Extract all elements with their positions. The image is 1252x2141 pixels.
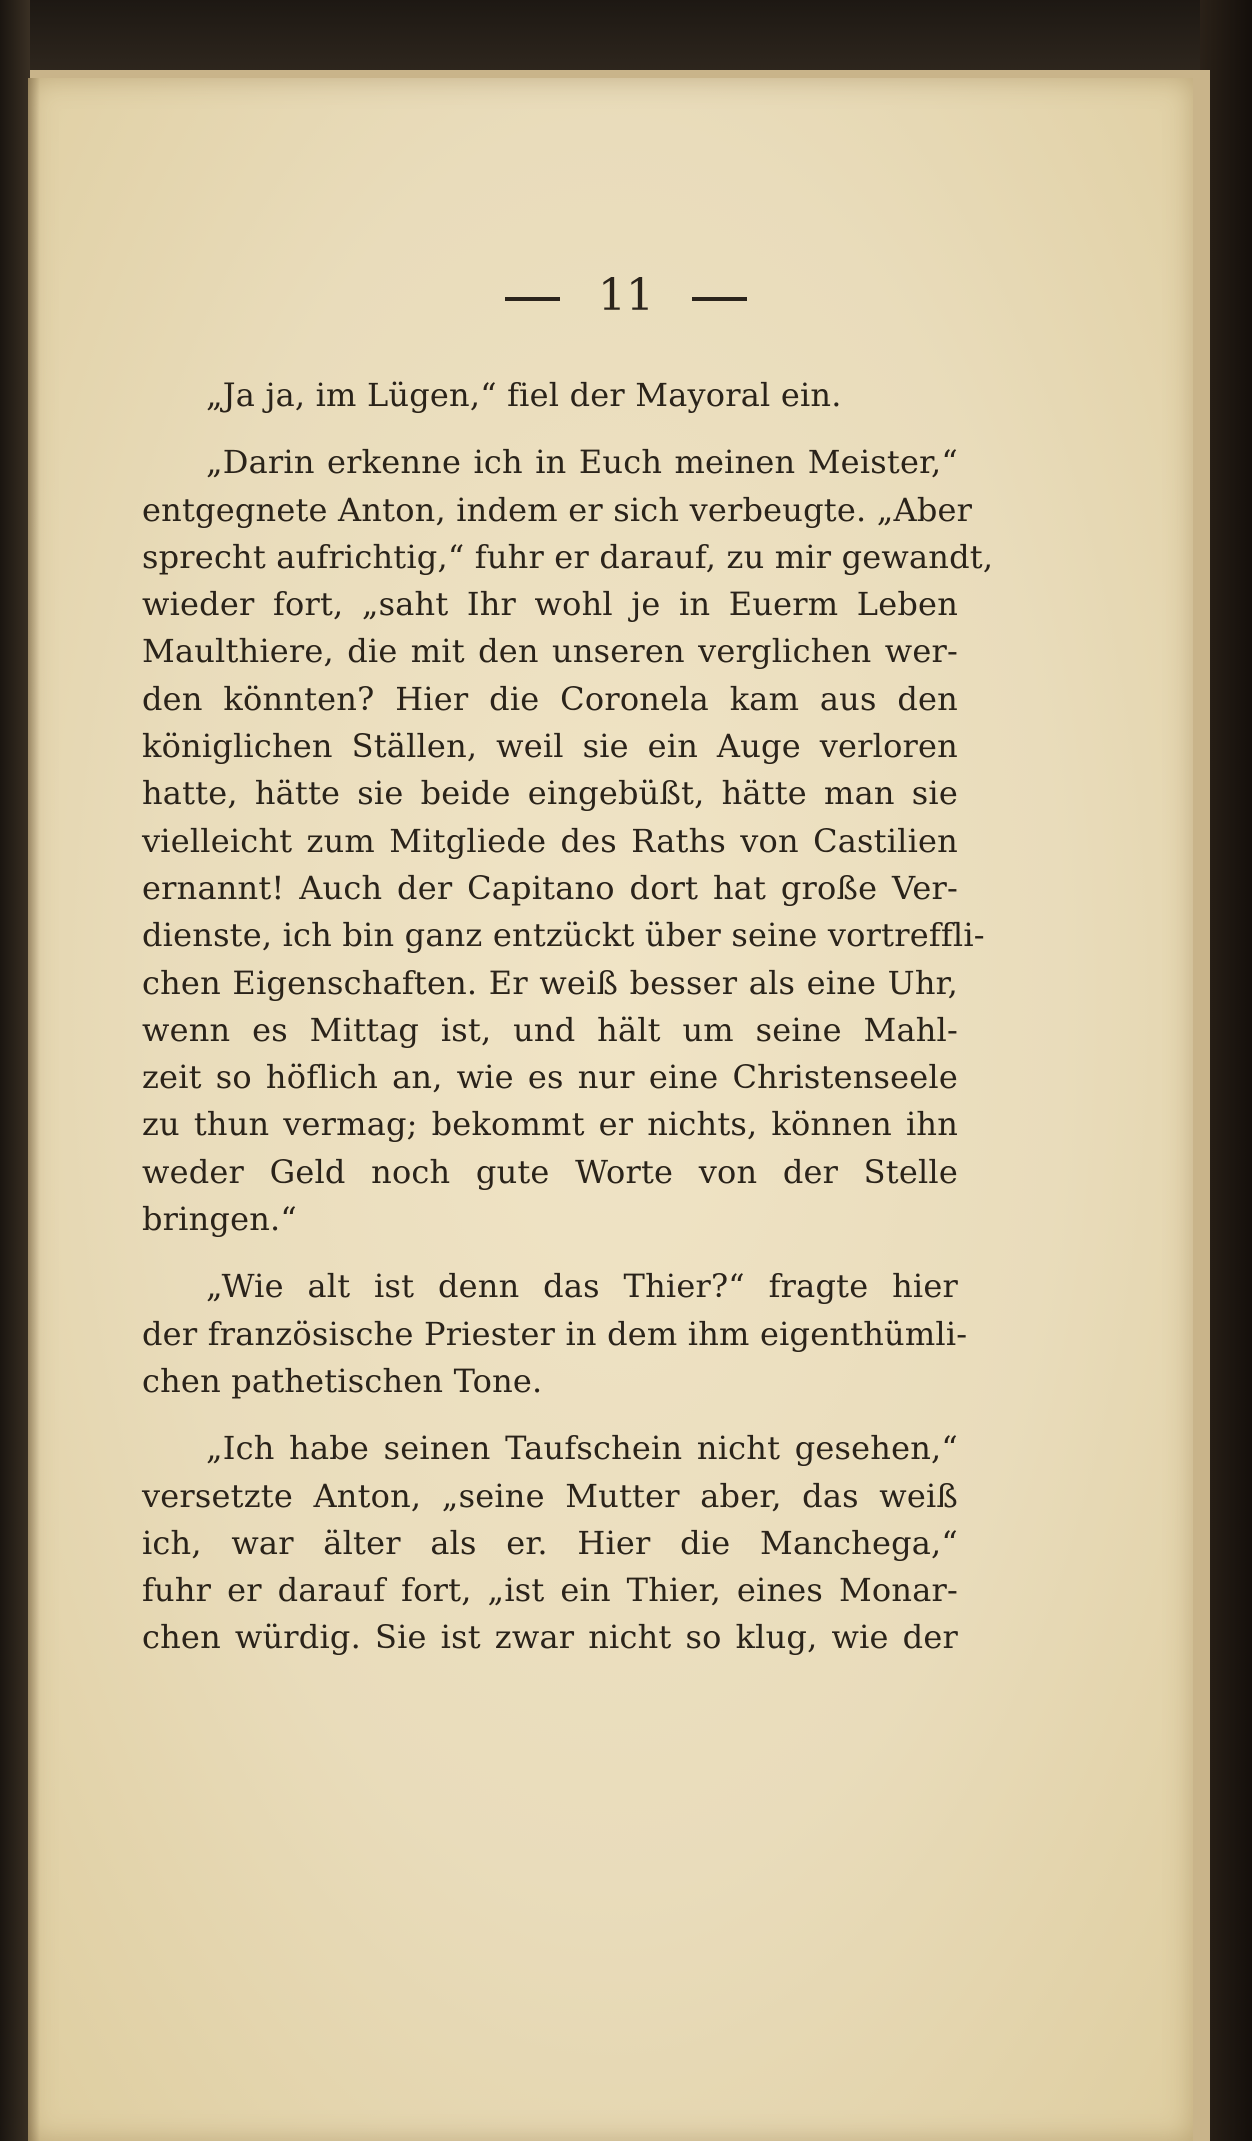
text-line: wieder fort, „saht Ihr wohl je in Euerm Leben — [142, 585, 958, 624]
page-number: 11 — [598, 270, 654, 321]
header-dash-left — [505, 297, 560, 301]
text-line: ernannt! Auch der Capitano dort hat große Ver- — [142, 868, 958, 907]
book-cover-top — [0, 0, 1252, 78]
text-line: chen Eigenschaften. Er weiß besser als eine Uhr, — [142, 963, 958, 1002]
text-line: bringen.“ — [142, 1200, 297, 1239]
paragraph-1 — [142, 372, 958, 419]
text-line: hatte, hätte sie beide eingebüßt, hätte man sie — [142, 774, 958, 813]
text-line: vielleicht zum Mitgliede des Raths von Castilien — [142, 821, 958, 860]
text-line: sprecht aufrichtig,“ fuhr er darauf, zu mir gewandt, — [142, 537, 994, 576]
text-line: chen pathetischen Tone. — [142, 1361, 543, 1400]
page-gutter-shadow — [28, 78, 40, 2141]
paragraph-2 — [142, 439, 994, 1243]
text-line: chen würdig. Sie ist zwar nicht so klug, wie der — [142, 1618, 958, 1657]
text-line: versetzte Anton, „seine Mutter aber, das weiß — [142, 1476, 958, 1515]
text-line: dienste, ich bin ganz entzückt über seine vortreffli- — [142, 916, 985, 955]
text-line: „Darin erkenne ich in Euch meinen Meister,“ — [206, 443, 958, 482]
text-line: „Wie alt ist denn das Thier?“ fragte hier — [206, 1267, 958, 1306]
text-line: ich, war älter als er. Hier die Manchega,“ — [142, 1523, 958, 1562]
paragraph-4 — [142, 1425, 958, 1661]
header-dash-right — [692, 297, 747, 301]
text-line: „Ich habe seinen Taufschein nicht gesehen,“ — [206, 1429, 958, 1468]
text-line: „Ja ja, im Lügen,“ fiel der Mayoral ein. — [206, 376, 842, 414]
text-line: Maulthiere, die mit den unseren verglichen wer- — [142, 632, 958, 671]
text-line: fuhr er darauf fort, „ist ein Thier, eines Monar- — [142, 1571, 958, 1610]
text-line: entgegnete Anton, indem er sich verbeugte. „Aber — [142, 490, 973, 529]
text-line: weder Geld noch gute Worte von der Stelle — [142, 1152, 958, 1191]
book-cover-left — [0, 0, 30, 2141]
text-line: den könnten? Hier die Coronela kam aus den — [142, 679, 958, 718]
paragraph-3 — [142, 1263, 968, 1405]
text-line: zu thun vermag; bekommt er nichts, können ihn — [142, 1105, 958, 1144]
page-body — [142, 372, 994, 1662]
text-line: königlichen Ställen, weil sie ein Auge verloren — [142, 727, 958, 766]
page-header — [0, 270, 1252, 321]
text-line: der französische Priester in dem ihm eigenthümli- — [142, 1314, 968, 1353]
text-line: wenn es Mittag ist, und hält um seine Mahl- — [142, 1010, 958, 1049]
text-line: zeit so höflich an, wie es nur eine Christenseele — [142, 1058, 958, 1097]
